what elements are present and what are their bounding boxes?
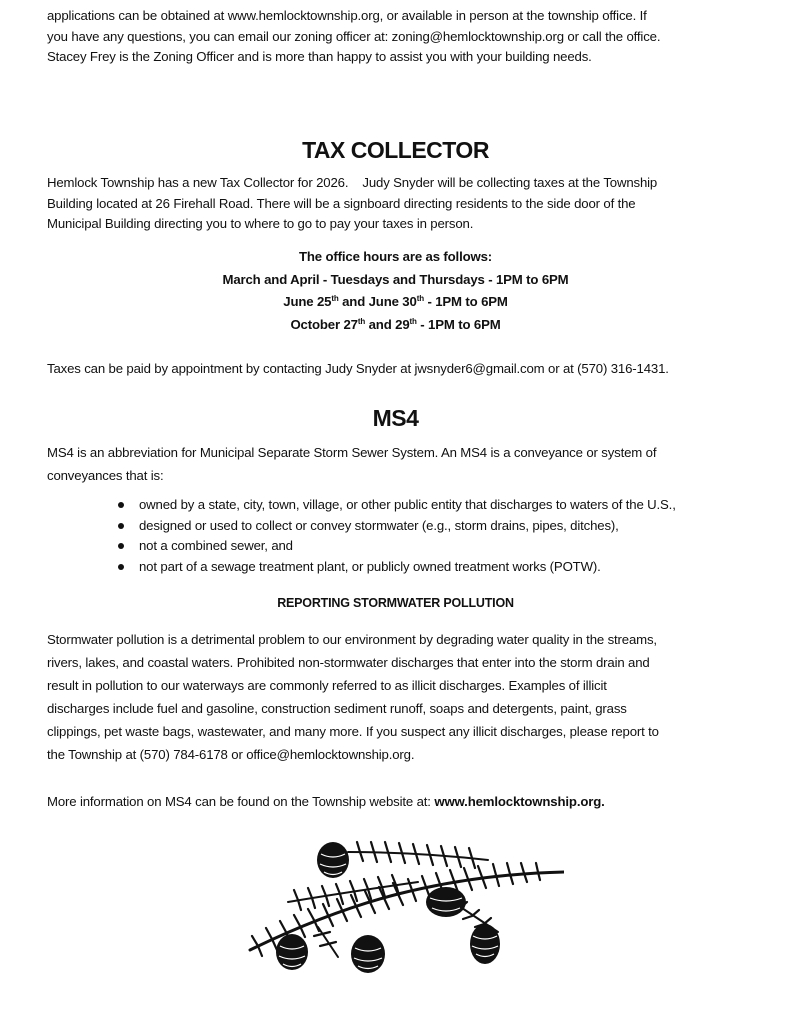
more-info-paragraph xyxy=(47,792,747,813)
row-3-time: - 1PM to 6PM xyxy=(416,316,501,332)
appointment-paragraph xyxy=(47,359,747,380)
ms4-intro-line-1: MS4 is an abbreviation for Municipal Separate Storm Sewer System. An MS4 is a conveyance or system of xyxy=(47,445,657,460)
pollution-line-3: result in pollution to our waterways are commonly referred to as illicit discharges. Examples of illicit xyxy=(47,678,607,693)
ms4-intro-line-2: conveyances that is: xyxy=(47,468,164,483)
more-info-text: More information on MS4 can be found on the Township website at: xyxy=(47,794,435,809)
pollution-line-2: rivers, lakes, and coastal waters. Prohibited non-stormwater discharges that enter into the storm drain and xyxy=(47,655,650,670)
reporting-subheading: REPORTING STORMWATER POLLUTION xyxy=(277,596,514,610)
hemlock-branch-with-cones-icon xyxy=(248,832,564,982)
office-hours-row-2 xyxy=(0,291,791,314)
tax-collector-paragraph xyxy=(47,173,747,235)
office-hours-title: The office hours are as follows: xyxy=(298,249,493,264)
tax-line-1: Hemlock Township has a new Tax Collector for 2026. Judy Snyder will be collecting taxes at the Township xyxy=(47,175,658,190)
ms4-heading: MS4 xyxy=(372,405,419,431)
bullet-icon xyxy=(118,564,124,570)
zoning-line-2: you have any questions, you can email our zoning officer at: zoning@hemlocktownship.org or call the office. xyxy=(47,28,661,44)
zoning-line-1: applications can be obtained at www.hemlocktownship.org, or available in person at the township office. If xyxy=(47,8,647,23)
pollution-line-6: the Township at (570) 784-6178 or office@hemlocktownship.org. xyxy=(47,747,415,762)
bullet-icon xyxy=(118,502,124,508)
pollution-line-4: discharges include fuel and gasoline, construction sediment runoff, soaps and detergents, paint, grass xyxy=(47,701,627,716)
pollution-paragraph xyxy=(47,628,747,766)
list-item-text: not a combined sewer, and xyxy=(139,538,293,553)
list-item-text: designed or used to collect or convey stormwater (e.g., storm drains, pipes, ditches), xyxy=(139,517,619,533)
list-item xyxy=(100,536,780,557)
row-3-sup-a: th xyxy=(357,316,366,326)
row-2-sup-b: th xyxy=(416,294,424,303)
township-website-link[interactable]: www.hemlocktownship.org. xyxy=(434,794,605,809)
office-hours-row-1: March and April - Tuesdays and Thursdays - 1PM to 6PM xyxy=(222,271,569,287)
appointment-text: Taxes can be paid by appointment by contacting Judy Snyder at xyxy=(47,361,415,376)
tax-line-3: Municipal Building directing you to where to go to pay your taxes in person. xyxy=(47,216,474,231)
row-2-sup-a: th xyxy=(331,294,339,303)
zoning-paragraph xyxy=(47,6,747,68)
tax-collector-email-link[interactable]: jwsnyder6@gmail.com xyxy=(414,361,545,376)
bullet-icon xyxy=(118,523,124,529)
row-2-date-a: June 25 xyxy=(283,294,332,309)
list-item xyxy=(100,495,780,516)
row-3-date-b: and 29 xyxy=(365,316,410,332)
ms4-intro xyxy=(47,441,747,487)
row-2-time: - 1PM to 6PM xyxy=(423,294,508,309)
office-hours-row-3 xyxy=(0,314,791,337)
appointment-phone: or at (570) 316-1431. xyxy=(544,361,669,376)
pollution-line-5: clippings, pet waste bags, wastewater, and many more. If you suspect any illicit discharges, please report to xyxy=(47,724,659,739)
office-hours xyxy=(0,246,791,336)
list-item-text: not part of a sewage treatment plant, or publicly owned treatment works (POTW). xyxy=(139,558,601,574)
row-2-date-b: and June 30 xyxy=(338,294,417,309)
list-item xyxy=(100,516,780,537)
row-3-date-a: October 27 xyxy=(290,316,358,332)
list-item-text: owned by a state, city, town, village, or other public entity that discharges to waters of the U.S., xyxy=(139,497,676,512)
ms4-criteria-list xyxy=(100,495,780,577)
list-item xyxy=(100,557,780,578)
zoning-line-3: Stacey Frey is the Zoning Officer and is more than happy to assist you with your building needs. xyxy=(47,49,592,64)
tax-collector-heading: TAX COLLECTOR xyxy=(302,137,489,163)
row-3-sup-b: th xyxy=(409,316,417,326)
pollution-line-1: Stormwater pollution is a detrimental problem to our environment by degrading water quality in the streams, xyxy=(47,632,657,647)
tax-line-2: Building located at 26 Firehall Road. There will be a signboard directing residents to the side door of the xyxy=(47,195,636,211)
bullet-icon xyxy=(118,543,124,549)
